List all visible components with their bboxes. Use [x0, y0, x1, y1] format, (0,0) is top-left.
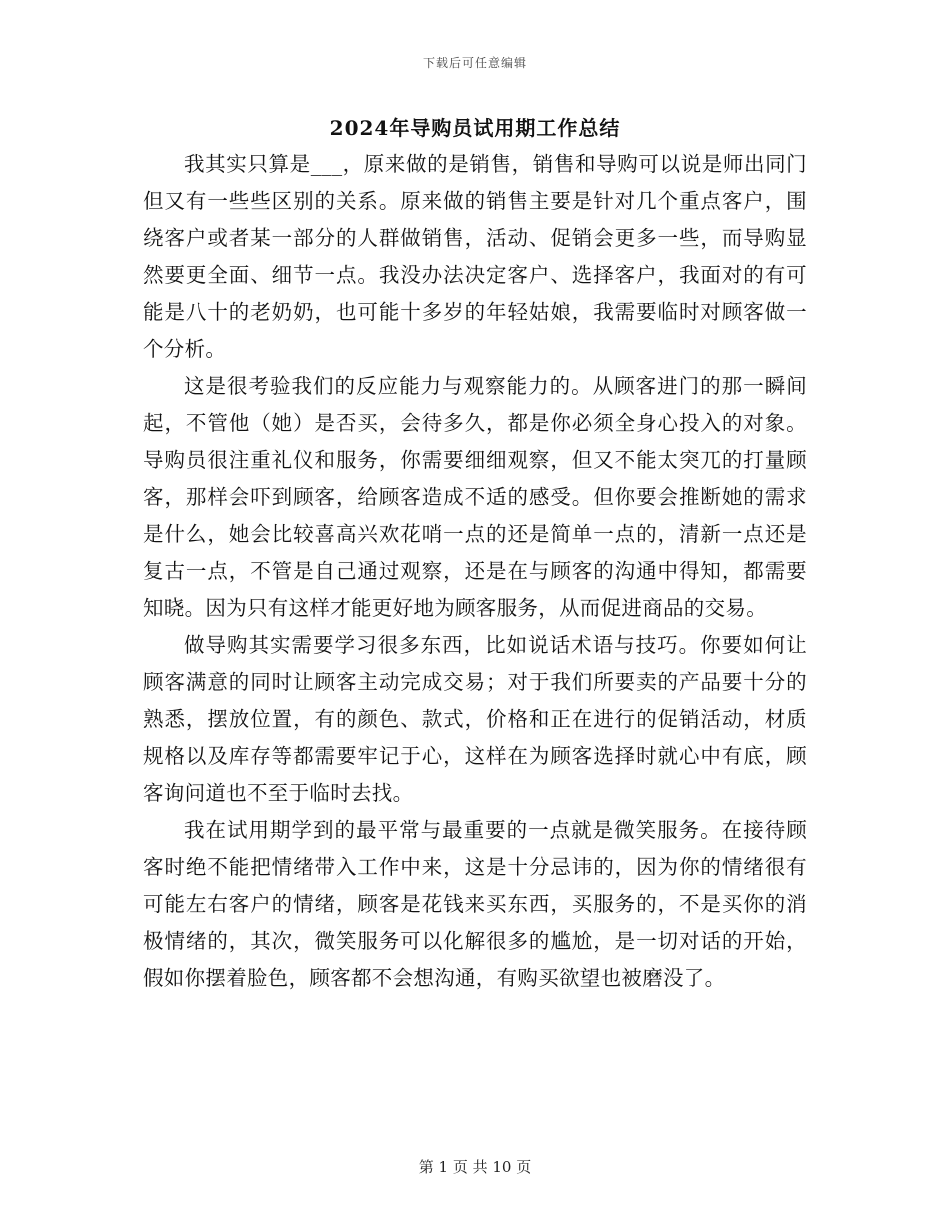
paragraph: 做导购其实需要学习很多东西，比如说话术语与技巧。你要如何让顾客满意的同时让顾客主动完成交易；对于我们所要卖的产品要十分的熟悉，摆放位置，有的颜色、款式，价格和正在进行的促销活动，材质规格以及库存等都需要牢记于心，这样在为顾客选择时就心中有底，顾客询问道也不至于临时去找。	[143, 633, 807, 805]
paragraph: 我其实只算是___，原来做的是销售，销售和导购可以说是师出同门但又有一些些区别的关系。原来做的销售主要是针对几个重点客户，围绕客户或者某一部分的人群做销售，活动、促销会更多一些，而导购显然要更全面、细节一点。我没办法决定客户、选择客户，我面对的有可能是八十的老奶奶，也可能十多岁的年轻姑娘，我需要临时对顾客做一个分析。	[143, 152, 807, 361]
header-note: 下载后可任意编辑	[422, 56, 527, 70]
document-title: 2024年导购员试用期工作总结	[329, 116, 621, 140]
paragraph: 这是很考验我们的反应能力与观察能力的。从顾客进门的那一瞬间起，不管他（她）是否买，会待多久，都是你必须全身心投入的对象。导购员很注重礼仪和服务，你需要细细观察，但又不能太突兀的打量顾客，那样会吓到顾客，给顾客造成不适的感受。但你要会推断她的需求是什么，她会比较喜高兴欢花哨一点的还是简单一点的，清新一点还是复古一点，不管是自己通过观察，还是在与顾客的沟通中得知，都需要知晓。因为只有这样才能更好地为顾客服务，从而促进商品的交易。	[143, 374, 807, 620]
document-body	[143, 146, 807, 997]
paragraph: 我在试用期学到的最平常与最重要的一点就是微笑服务。在接待顾客时绝不能把情绪带入工作中来，这是十分忌讳的，因为你的情绪很有可能左右客户的情绪，顾客是花钱来买东西，买服务的，不是买你的消极情绪的，其次，微笑服务可以化解很多的尴尬，是一切对话的开始，假如你摆着脸色，顾客都不会想沟通，有购买欲望也被磨没了。	[143, 818, 807, 990]
page-footer: 第 1 页 共 10 页	[418, 1158, 532, 1176]
